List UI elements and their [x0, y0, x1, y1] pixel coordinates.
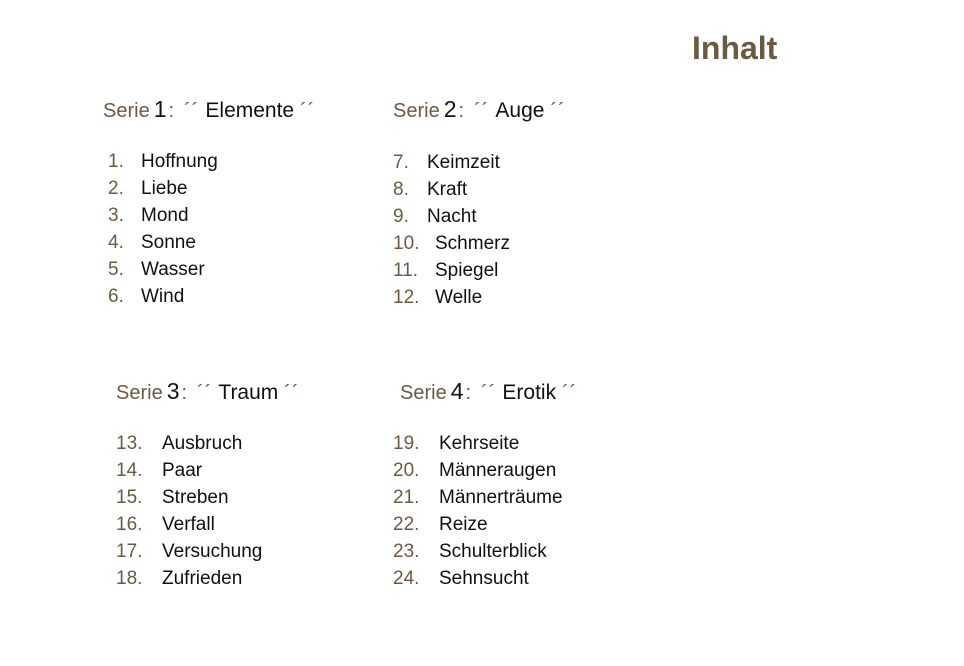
list-item: [393, 230, 510, 257]
list-item: [393, 538, 563, 565]
list-item: [393, 457, 563, 484]
item-number: 13.: [116, 433, 143, 454]
series-number: 4: [450, 378, 464, 404]
series-name: Elemente: [205, 99, 295, 122]
page-title: Inhalt: [692, 30, 778, 66]
item-number: 18.: [116, 568, 143, 589]
item-label: Kehrseite: [439, 433, 520, 454]
list-item: [108, 256, 218, 283]
item-number: 6.: [108, 286, 124, 307]
item-label: Männerträume: [439, 487, 563, 508]
item-label: Nacht: [427, 206, 477, 227]
item-number: 15.: [116, 487, 143, 508]
item-number: 16.: [116, 514, 143, 535]
series-prefix: Serie: [116, 382, 163, 404]
series-separator: :: [458, 100, 465, 122]
item-label: Streben: [162, 487, 229, 508]
list-item: [116, 457, 262, 484]
item-label: Versuchung: [162, 541, 263, 562]
list-item: [108, 148, 218, 175]
series-4-list: [393, 430, 563, 592]
item-label: Sehnsucht: [439, 568, 529, 589]
series-2-heading: [393, 96, 572, 123]
list-item: [393, 484, 563, 511]
close-quote: ´´: [300, 100, 316, 122]
item-number: 21.: [393, 487, 420, 508]
open-quote: ´´: [197, 382, 213, 404]
item-number: 1.: [108, 151, 124, 172]
series-name: Traum: [218, 381, 279, 404]
item-number: 4.: [108, 232, 124, 253]
close-quote: ´´: [562, 382, 578, 404]
list-item: [393, 203, 510, 230]
list-item: [393, 176, 510, 203]
list-item: [108, 229, 218, 256]
list-item: [393, 565, 563, 592]
item-label: Keimzeit: [427, 152, 500, 173]
item-number: 8.: [393, 179, 409, 200]
series-prefix: Serie: [393, 100, 440, 122]
series-separator: :: [181, 382, 188, 404]
series-separator: :: [168, 100, 175, 122]
item-label: Schulterblick: [439, 541, 547, 562]
open-quote: ´´: [481, 382, 497, 404]
list-item: [393, 257, 510, 284]
item-number: 2.: [108, 178, 124, 199]
series-name: Auge: [495, 99, 545, 122]
item-number: 3.: [108, 205, 124, 226]
series-3-list: [116, 430, 262, 592]
item-number: 10.: [393, 233, 420, 254]
list-item: [393, 511, 563, 538]
series-1-heading: [103, 96, 321, 123]
item-label: Kraft: [427, 179, 468, 200]
series-number: 1: [153, 96, 167, 122]
item-number: 11.: [393, 260, 419, 281]
item-label: Wind: [141, 286, 185, 307]
item-number: 23.: [393, 541, 420, 562]
list-item: [116, 430, 262, 457]
item-number: 7.: [393, 152, 409, 173]
list-item: [108, 283, 218, 310]
item-number: 17.: [116, 541, 143, 562]
item-label: Hoffnung: [141, 151, 218, 172]
series-1-list: [108, 148, 218, 310]
item-number: 19.: [393, 433, 420, 454]
item-number: 24.: [393, 568, 420, 589]
list-item: [116, 511, 262, 538]
series-number: 2: [443, 96, 457, 122]
item-label: Welle: [435, 287, 483, 308]
list-item: [116, 538, 262, 565]
list-item: [116, 565, 262, 592]
item-number: 20.: [393, 460, 420, 481]
series-3-heading: [116, 378, 306, 405]
item-label: Sonne: [141, 232, 196, 253]
item-number: 22.: [393, 514, 420, 535]
series-prefix: Serie: [103, 100, 150, 122]
item-label: Wasser: [141, 259, 205, 280]
list-item: [393, 430, 563, 457]
item-number: 9.: [393, 206, 409, 227]
item-label: Ausbruch: [162, 433, 243, 454]
close-quote: ´´: [284, 382, 300, 404]
close-quote: ´´: [550, 100, 566, 122]
item-label: Zufrieden: [162, 568, 243, 589]
item-label: Spiegel: [435, 260, 499, 281]
list-item: [393, 284, 510, 311]
series-prefix: Serie: [400, 382, 447, 404]
list-item: [108, 175, 218, 202]
series-4-heading: [400, 378, 583, 405]
open-quote: ´´: [184, 100, 200, 122]
list-item: [108, 202, 218, 229]
item-label: Männeraugen: [439, 460, 557, 481]
item-label: Mond: [141, 205, 189, 226]
item-label: Paar: [162, 460, 203, 481]
series-name: Erotik: [502, 381, 557, 404]
open-quote: ´´: [474, 100, 490, 122]
item-label: Schmerz: [435, 233, 510, 254]
item-number: 12.: [393, 287, 420, 308]
series-separator: :: [465, 382, 472, 404]
series-number: 3: [166, 378, 180, 404]
item-number: 5.: [108, 259, 124, 280]
item-number: 14.: [116, 460, 143, 481]
item-label: Reize: [439, 514, 488, 535]
item-label: Liebe: [141, 178, 188, 199]
series-2-list: [393, 149, 510, 311]
list-item: [393, 149, 510, 176]
item-label: Verfall: [162, 514, 215, 535]
list-item: [116, 484, 262, 511]
